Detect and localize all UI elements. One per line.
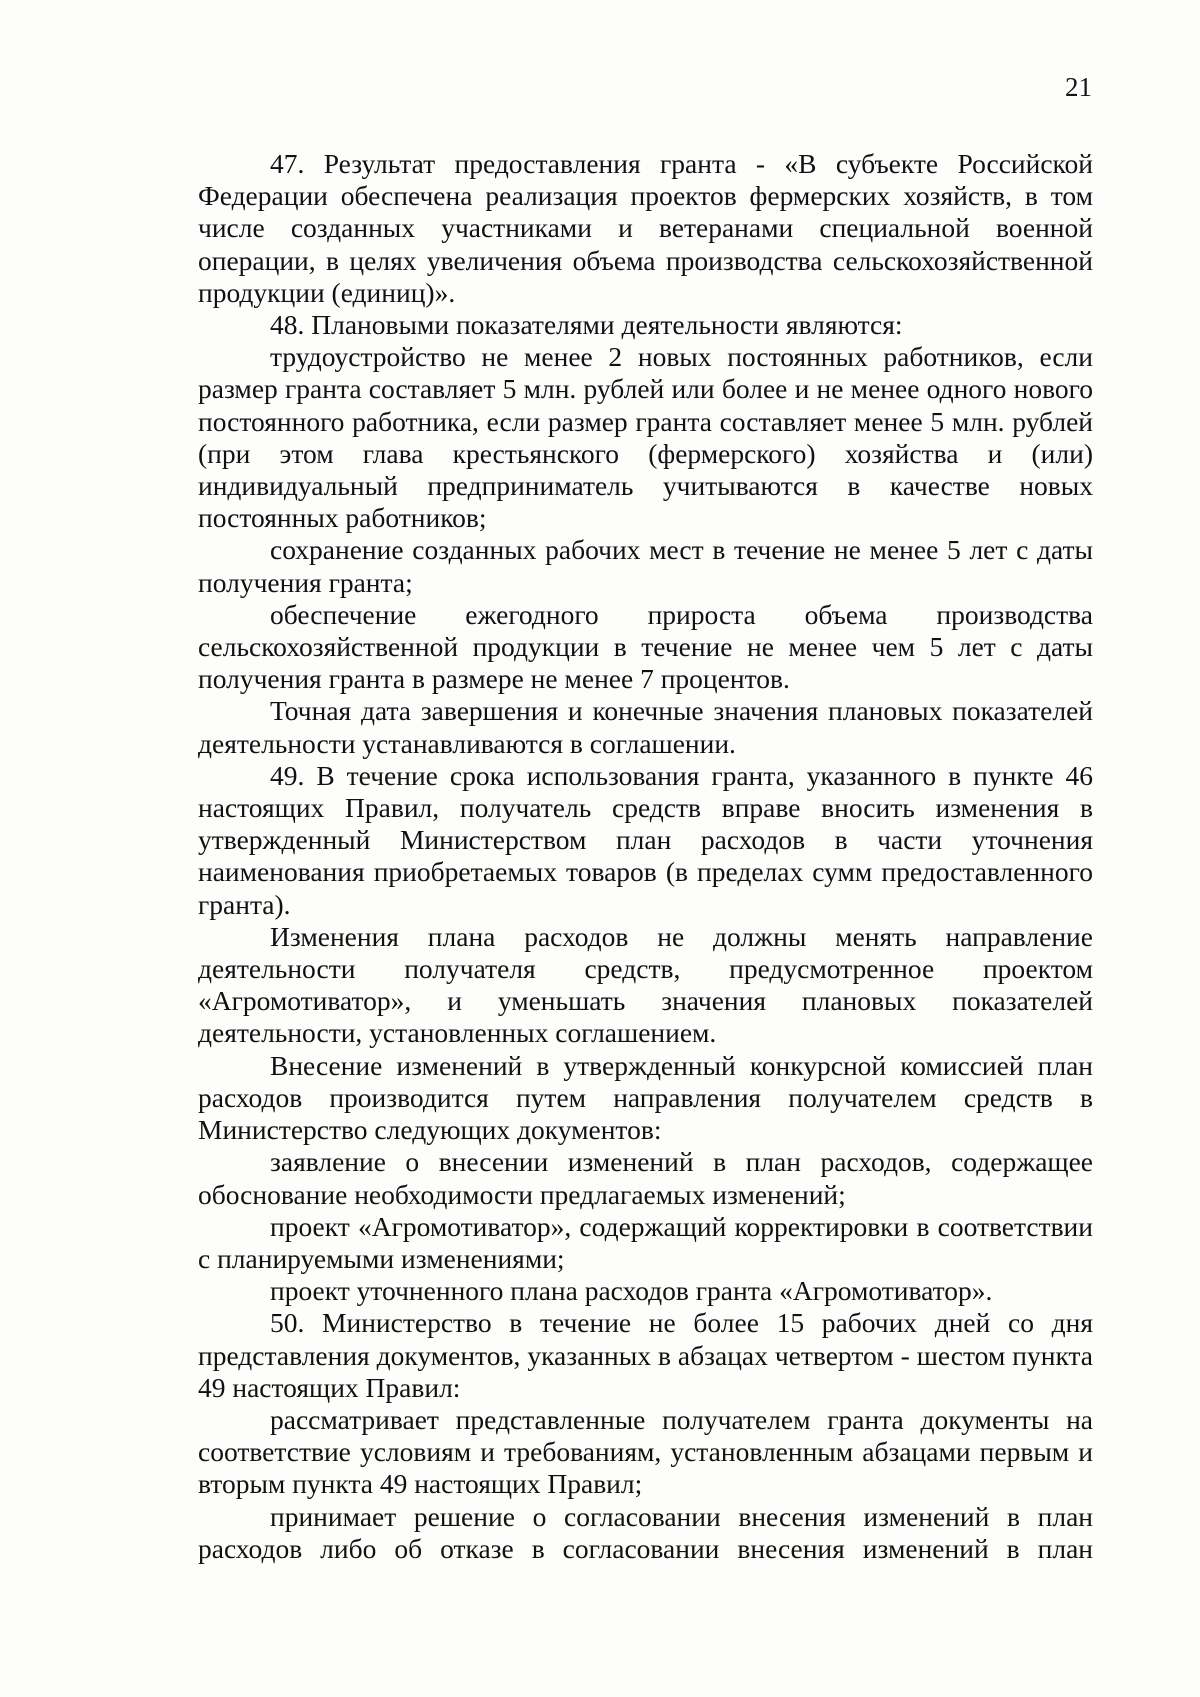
paragraph-updated-plan: проект уточненного плана расходов гранта «Агромотиватор». [270,1275,993,1307]
body-text [198,148,1093,1565]
paragraph-50-ministry: 50. Министерство в течение не более 15 рабочих дней со дня представления документов, указанных в абзацах четвертом - шестом пункта 49 настоящих Правил: [198,1307,1093,1403]
paragraph-production-growth: обеспечение ежегодного прироста объема производства сельскохозяйственной продукции в течение не менее чем 5 лет с даты получения гранта в размере не менее 7 процентов. [198,598,1093,695]
paragraph-change-limits: Изменения плана расходов не должны менять направление деятельности получателя средств, предусмотренное проектом «Агромотиватор», и уменьшать значения плановых показателей деятельности, установленных соглашением. [198,920,1093,1049]
paragraph-application: заявление о внесении изменений в план расходов, содержащее обоснование необходимости предлагаемых изменений; [198,1146,1093,1210]
paragraph-decision: принимает решение о согласовании внесения изменений в план расходов либо об отказе в согласовании внесения изменений в план [198,1500,1093,1564]
paragraph-47-result: 47. Результат предоставления гранта - «В субъекте Российской Федерации обеспечена реализация проектов фермерских хозяйств, в том числе созданных участниками и ветеранами специальной военной операции, в целях увеличения объема производства сельскохозяйственной продукции (единиц)». [198,148,1093,308]
paragraph-completion-date: Точная дата завершения и конечные значения плановых показателей деятельности устанавливаются в соглашении. [198,695,1093,759]
paragraph-employment: трудоустройство не менее 2 новых постоянных работников, если размер гранта составляет 5 млн. рублей или более и не менее одного нового постоянного работника, если размер гранта составляет менее 5 млн. рублей (при этом глава крестьянского (фермерского) хозяйства и (или) индивидуальный предприниматель учитываются в качестве новых постоянных работников; [198,341,1093,534]
page-number: 21 [1065,72,1092,102]
paragraph-change-procedure: Внесение изменений в утвержденный конкурсной комиссией план расходов производится путем направления получателем средств в Министерство следующих документов: [198,1049,1093,1146]
paragraph-review: рассматривает представленные получателем гранта документы на соответствие условиям и требованиям, установленным абзацами первым и вторым пункта 49 настоящих Правил; [198,1403,1093,1500]
paragraph-49-changes: 49. В течение срока использования гранта, указанного в пункте 46 настоящих Правил, получатель средств вправе вносить изменения в утвержденный Министерством план расходов в части уточнения наименования приобретаемых товаров (в пределах сумм предоставленного гранта). [198,759,1093,920]
paragraph-job-retention: сохранение созданных рабочих мест в течение не менее 5 лет с даты получения гранта; [198,534,1093,598]
paragraph-project-corrections: проект «Агромотиватор», содержащий корректировки в соответствии с планируемыми изменениями; [198,1210,1093,1274]
paragraph-48-indicators: 48. Плановыми показателями деятельности являются: [270,309,903,341]
